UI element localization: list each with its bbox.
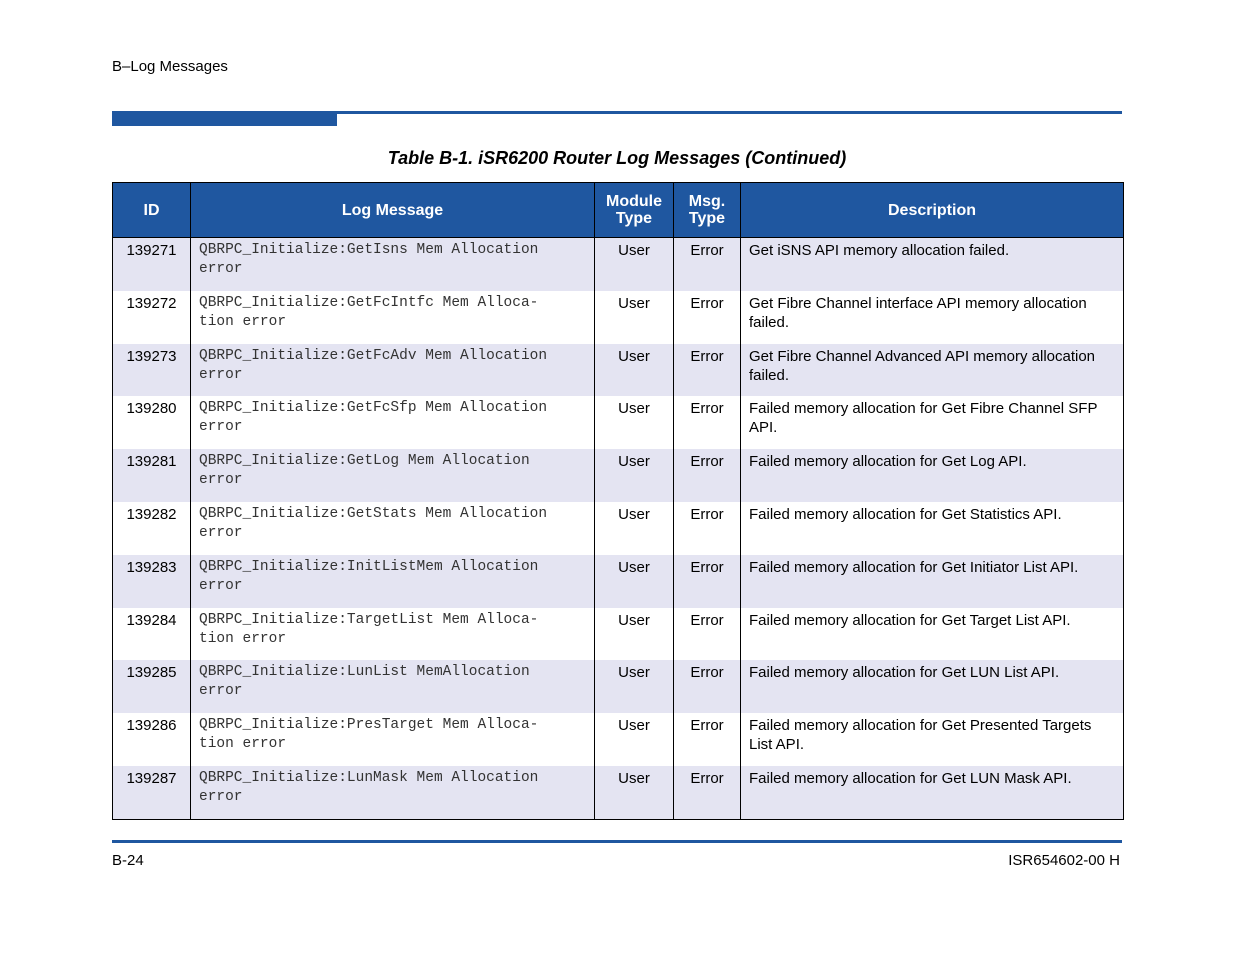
table-row: [113, 502, 1124, 555]
cell-description: Get Fibre Channel Advanced API memory allocation failed.: [741, 344, 1124, 397]
cell-log-message: [191, 344, 595, 397]
header-id: ID: [113, 183, 191, 238]
log-message-line2: error: [199, 261, 243, 277]
cell-description: Get Fibre Channel interface API memory allocation failed.: [741, 291, 1124, 344]
log-message-line1: QBRPC_Initialize:GetStats Mem Allocation: [199, 505, 548, 522]
log-message-line2: tion error: [199, 313, 287, 330]
cell-id: 139287: [113, 766, 191, 819]
cell-id: 139283: [113, 555, 191, 608]
cell-description: Failed memory allocation for Get LUN Mask API.: [741, 766, 1124, 819]
cell-description: Failed memory allocation for Get Presented Targets List API.: [741, 713, 1124, 766]
table-row: [113, 396, 1124, 449]
cell-description: Failed memory allocation for Get Log API.: [741, 449, 1124, 502]
log-message-line2: error: [199, 524, 243, 541]
cell-msg-type: Error: [674, 238, 741, 291]
table-row: [113, 291, 1124, 344]
cell-log-message: [191, 713, 595, 766]
table-row: [113, 608, 1124, 661]
cell-id: 139280: [113, 396, 191, 449]
header-description: Description: [741, 183, 1124, 238]
cell-id: 139282: [113, 502, 191, 555]
cell-module-type: User: [595, 344, 674, 397]
running-header: B–Log Messages: [112, 58, 228, 75]
document-number: ISR654602-00 H: [1008, 852, 1120, 869]
cell-msg-type: Error: [674, 396, 741, 449]
log-message-line2: error: [199, 577, 243, 594]
log-message-line2: tion error: [199, 736, 287, 753]
table-caption: Table B-1. iSR6200 Router Log Messages (Continued): [387, 148, 847, 168]
table-row: [113, 555, 1124, 608]
cell-description: Failed memory allocation for Get Statistics API.: [741, 502, 1124, 555]
cell-log-message: [191, 766, 595, 819]
header-module-type-line1: Module: [606, 193, 662, 210]
page-number: B-24: [112, 852, 144, 869]
log-messages-table: [112, 182, 1124, 820]
cell-id: 139285: [113, 660, 191, 713]
cell-msg-type: Error: [674, 766, 741, 819]
cell-log-message: [191, 396, 595, 449]
log-message-line1: QBRPC_Initialize:GetLog Mem Allocation: [199, 453, 530, 470]
log-message-line1: QBRPC_Initialize:PresTarget Mem Alloca-: [199, 717, 539, 734]
table-header-row: [113, 183, 1124, 238]
cell-id: 139286: [113, 713, 191, 766]
table-row: [113, 660, 1124, 713]
header-module-type-line2: Type: [615, 210, 653, 227]
cell-module-type: User: [595, 396, 674, 449]
cell-module-type: User: [595, 713, 674, 766]
cell-log-message: [191, 449, 595, 502]
cell-module-type: User: [595, 449, 674, 502]
cell-description: Failed memory allocation for Get Initiator List API.: [741, 555, 1124, 608]
log-message-line1: QBRPC_Initialize:GetFcAdv Mem Allocation: [199, 347, 548, 364]
cell-module-type: User: [595, 766, 674, 819]
cell-log-message: [191, 555, 595, 608]
cell-log-message: [191, 238, 595, 291]
table-row: [113, 766, 1124, 819]
table-row: [113, 344, 1124, 397]
cell-msg-type: Error: [674, 713, 741, 766]
cell-module-type: User: [595, 555, 674, 608]
log-message-line1: QBRPC_Initialize:LunList MemAllocation: [199, 664, 530, 681]
cell-msg-type: Error: [674, 502, 741, 555]
table-row: [113, 449, 1124, 502]
cell-description: Failed memory allocation for Get Target List API.: [741, 608, 1124, 661]
cell-description: Get iSNS API memory allocation failed.: [741, 238, 1124, 291]
cell-id: 139281: [113, 449, 191, 502]
cell-msg-type: Error: [674, 291, 741, 344]
cell-msg-type: Error: [674, 660, 741, 713]
cell-msg-type: Error: [674, 344, 741, 397]
cell-module-type: User: [595, 502, 674, 555]
header-msg-type-line1: Msg.: [688, 193, 726, 210]
cell-description: Failed memory allocation for Get LUN List API.: [741, 660, 1124, 713]
footer-rule: [112, 840, 1122, 843]
cell-log-message: [191, 660, 595, 713]
header-rule-tab: [112, 111, 337, 126]
log-message-line1: QBRPC_Initialize:InitListMem Allocation: [199, 558, 539, 575]
cell-log-message: [191, 291, 595, 344]
header-log-message: Log Message: [191, 183, 595, 238]
cell-id: 139273: [113, 344, 191, 397]
cell-msg-type: Error: [674, 608, 741, 661]
cell-log-message: [191, 608, 595, 661]
log-message-line1: QBRPC_Initialize:GetFcIntfc Mem Alloca-: [199, 294, 539, 311]
header-msg-type-line2: Type: [688, 210, 726, 227]
cell-description: Failed memory allocation for Get Fibre Channel SFP API.: [741, 396, 1124, 449]
cell-module-type: User: [595, 660, 674, 713]
cell-module-type: User: [595, 238, 674, 291]
log-message-line1: QBRPC_Initialize:GetFcSfp Mem Allocation: [199, 400, 548, 417]
log-message-line2: error: [199, 366, 243, 383]
log-message-line1: QBRPC_Initialize:GetIsns Mem Allocation: [199, 242, 539, 258]
table-row: [113, 713, 1124, 766]
header-module-type: [595, 183, 674, 238]
log-message-line1: QBRPC_Initialize:LunMask Mem Allocation: [199, 769, 539, 786]
cell-module-type: User: [595, 608, 674, 661]
log-message-line2: error: [199, 683, 243, 700]
log-message-line1: QBRPC_Initialize:TargetList Mem Alloca-: [199, 611, 539, 628]
cell-log-message: [191, 502, 595, 555]
cell-id: 139271: [113, 238, 191, 291]
header-msg-type: [674, 183, 741, 238]
cell-msg-type: Error: [674, 555, 741, 608]
log-message-line2: error: [199, 788, 243, 805]
log-message-line2: tion error: [199, 630, 287, 647]
cell-id: 139284: [113, 608, 191, 661]
cell-id: 139272: [113, 291, 191, 344]
cell-module-type: User: [595, 291, 674, 344]
log-message-line2: error: [199, 472, 243, 489]
table-row: [113, 238, 1124, 291]
log-message-line2: error: [199, 419, 243, 436]
cell-msg-type: Error: [674, 449, 741, 502]
